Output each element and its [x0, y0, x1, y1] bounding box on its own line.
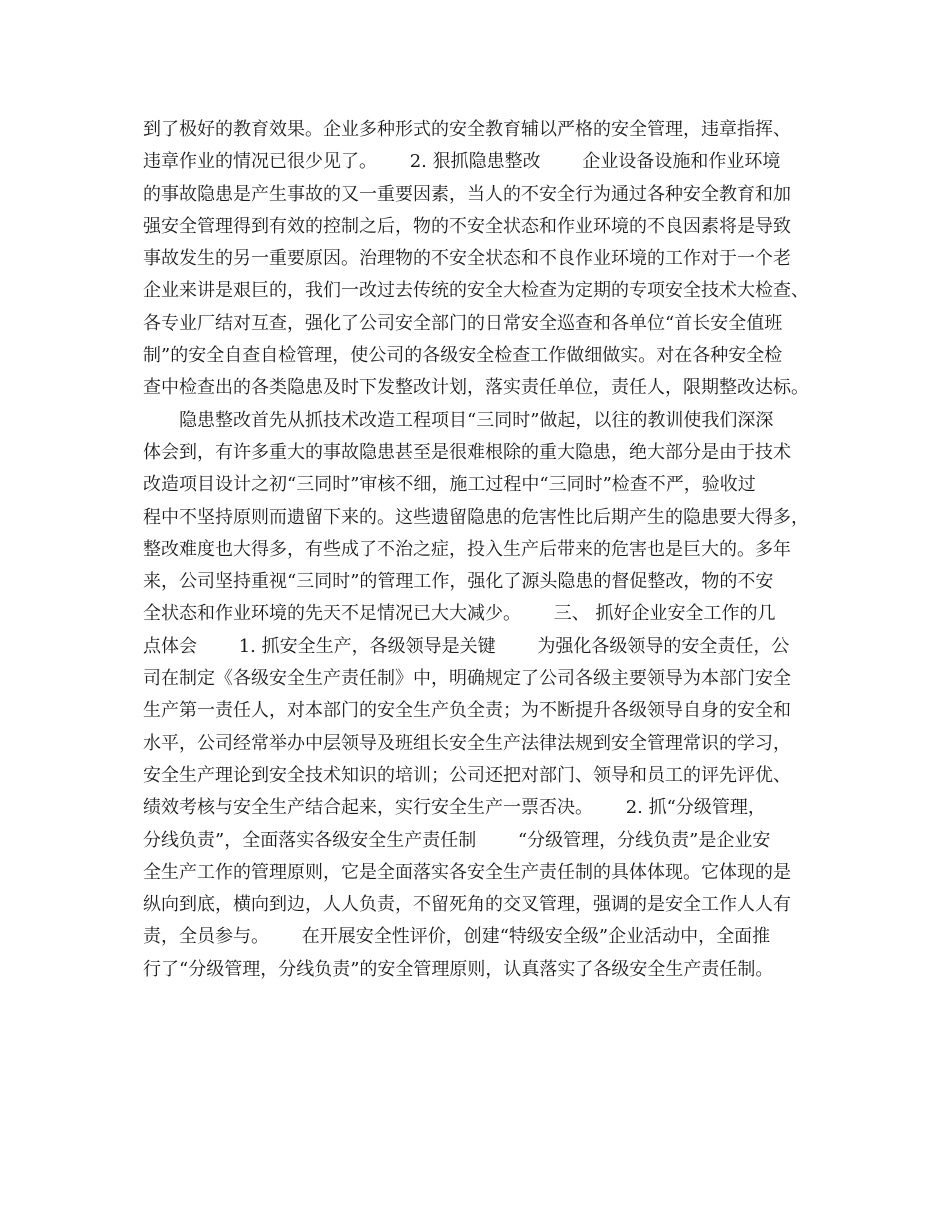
text-line: 纵向到底，横向到边，人人负责，不留死角的交叉管理，强调的是安全工作人人有	[143, 894, 791, 916]
text-line: 安全生产理论到安全技术知识的培训；公司还把对部门、领导和员工的评先评优、	[143, 764, 791, 786]
text-line: 分线负责”，全面落实各级安全生产责任制 “分级管理，分线负责”是企业安	[143, 829, 771, 851]
text-line: 生产第一责任人，对本部门的安全生产负全责；为不断提升各级领导自身的安全和	[143, 700, 791, 722]
text-line: 各专业厂结对互查，强化了公司安全部门的日常安全巡查和各单位“首长安全值班	[143, 312, 783, 334]
text-line: 点体会 1. 抓安全生产，各级领导是关键 为强化各级领导的安全责任，公	[143, 635, 790, 657]
text-line: 改造项目设计之初“三同时”审核不细，施工过程中“三同时”检查不严，验收过	[143, 474, 756, 496]
text-line: 全生产工作的管理原则，它是全面落实各安全生产责任制的具体体现。它体现的是	[143, 861, 791, 883]
text-line: 司在制定《各级安全生产责任制》中，明确规定了公司各级主要领导为本部门安全	[143, 668, 791, 690]
text-line: 违章作业的情况已很少见了。 2. 狠抓隐患整改 企业设备设施和作业环境	[143, 151, 781, 173]
text-line: 行了“分级管理，分线负责”的安全管理原则，认真落实了各级安全生产责任制。	[143, 958, 774, 980]
text-line: 隐患整改首先从抓技术改造工程项目“三同时”做起，以往的教训使我们深深	[143, 409, 774, 431]
text-line: 查中检查出的各类隐患及时下发整改计划，落实责任单位，责任人，限期整改达标。	[143, 377, 809, 399]
text-line: 绩效考核与安全生产结合起来，实行安全生产一票否决。 2. 抓“分级管理，	[143, 797, 766, 819]
text-line: 水平，公司经常举办中层领导及班组长安全生产法律法规到安全管理常识的学习，	[143, 732, 791, 754]
text-line: 体会到，有许多重大的事故隐患甚至是很难根除的重大隐患，绝大部分是由于技术	[143, 441, 791, 463]
text-line: 程中不坚持原则而遗留下来的。这些遗留隐患的危害性比后期产生的隐患要大得多，	[143, 506, 809, 528]
text-line: 制”的安全自查自检管理，使公司的各级安全检查工作做细做实。对在各种安全检	[143, 345, 783, 367]
body-text	[143, 114, 823, 986]
text-line: 强安全管理得到有效的控制之后，物的不安全状态和作业环境的不良因素将是导致	[143, 215, 791, 237]
text-line: 的事故隐患是产生事故的又一重要因素，当人的不安全行为通过各种安全教育和加	[143, 183, 791, 205]
text-line: 责，全员参与。 在开展安全性评价，创建“特级安全级”企业活动中，全面推	[143, 926, 771, 948]
text-line: 事故发生的另一重要原因。治理物的不安全状态和不良作业环境的工作对于一个老	[143, 248, 791, 270]
text-line: 来，公司坚持重视“三同时”的管理工作，强化了源头隐患的督促整改，物的不安	[143, 571, 774, 593]
text-line: 到了极好的教育效果。企业多种形式的安全教育辅以严格的安全管理，违章指挥、	[143, 119, 791, 140]
text-line: 整改难度也大得多，有些成了不治之症，投入生产后带来的危害也是巨大的。多年	[143, 538, 791, 560]
text-line: 全状态和作业环境的先天不足情况已大大减少。 三、 抓好企业安全工作的几	[143, 603, 776, 625]
text-line: 企业来讲是艰巨的，我们一改过去传统的安全大检查为定期的专项安全技术大检查、	[143, 280, 809, 302]
